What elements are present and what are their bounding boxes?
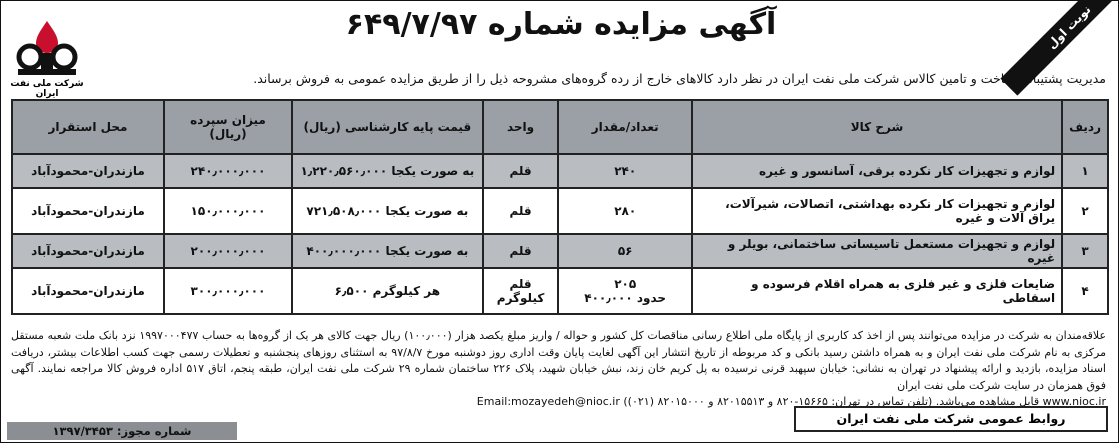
header-location: محل استقرار [12,100,164,154]
item-deposit: ۱۵۰٫۰۰۰٫۰۰۰ [164,188,292,234]
contact-email: Email:mozayedeh@nioc.ir [476,395,620,408]
row-number: ۴ [1062,268,1108,314]
item-unit: قلم [483,234,559,268]
header-deposit: میزان سپرده (ریال) [164,100,292,154]
table-row [12,268,1108,314]
item-base-price: هر کیلوگرم ۶٫۵۰۰ [292,268,483,314]
table-row [12,154,1108,188]
footer-contact-text: www.nioc.ir قابل مشاهده می‌باشد. (تلفن تماس در تهران: ۱۵۶۶۵-۸۲۰ و ۸۲۰۱۵۵۱۳ و ۸۲۰۱۵۰۰۰ (۰۲۱)) [619,395,1106,408]
table-header-row [12,100,1108,154]
item-deposit: ۳۰۰٫۰۰۰٫۰۰۰ [164,268,292,314]
header-unit: واحد [483,100,559,154]
item-base-price: به صورت یکجا ۴۰۰٫۰۰۰٫۰۰۰ [292,234,483,268]
items-table [11,99,1109,315]
item-quantity-weight: حدود ۴۰۰٫۰۰۰ [584,291,667,305]
item-unit-cell [483,268,559,314]
nioc-logo [7,19,87,99]
item-deposit: ۲۰۰٫۰۰۰٫۰۰۰ [164,234,292,268]
item-base-price: به صورت یکجا ۷۲۱٫۵۰۸٫۰۰۰ [292,188,483,234]
row-number: ۳ [1062,234,1108,268]
item-description: لوازم و تجهیزات کار نکرده بهداشتی، اتصالات، شیرآلات، یراق آلات و غیره [692,188,1062,234]
item-unit-weight: کیلوگرم [496,291,545,305]
footer-instructions [11,328,1106,411]
header-quantity: تعداد/مقدار [558,100,691,154]
item-unit: قلم [483,188,559,234]
intro-text: مدیریت پشتیبانی ساخت و تامین کالاس شرکت ملی نفت ایران در نظر دارد کالاهای خارج از رده گروه‌های مشروحه ذیل را از طریق مزایده عمومی به فروش برساند. [253,71,1106,86]
first-issue-ribbon: نوبت اول [1000,0,1119,96]
public-relations-signature: روابط عمومی شرکت ملی نفت ایران [794,406,1108,432]
logo-caption: شرکت ملی نفت ایران [10,79,84,99]
footer-paragraph: علاقه‌مندان به شرکت در مزایده می‌توانند پس از اخذ کد کاربری از پایگاه ملی اطلاع رسانی مناقصات کل کشور و حواله / واریز مبلغ یکصد هزار (۱۰۰٫۰۰۰) ریال جهت کالای هر یک از گروه‌ها به حساب ۱۹۹۷۰۰۰۴۷۷ نزد بانک ملت شعبه مستقل مرکزی به نام شرکت ملی نفت ایران و به همراه داشتن رسید بانکی و کد مربوطه از تاریخ انتشار این آگهی لغایت پایان وقت اداری روز دوشنبه مورخ ۹۷/۸/۷ به استثنای روزهای پنجشنبه و تعطیلات رسمی جهت کسب اطلاعات بیشتر، دریافت اسناد مزایده، بازدید و ارائه پیشنهاد در تهران به نشانی: خیابان سپهبد قرنی نرسیده به پل کریم خان زند، نبش خیابان شهید، پلاک ۲۲۶ ساختمان شماره ۲۹ شرکت ملی نفت ایران، طبقه پنجم، اتاق ۵۱۷ اداره فروش کالا مراجعه نمایند. آگهی فوق همزمان در سایت شرکت ملی نفت ایران [11,329,1107,392]
header-row-number: ردیف [1062,100,1108,154]
row-number: ۱ [1062,154,1108,188]
item-quantity: ۲۴۰ [558,154,691,188]
item-base-price: به صورت یکجا ۱٫۲۲۰٫۵۶۰٫۰۰۰ [292,154,483,188]
item-quantity: ۲۸۰ [558,188,691,234]
item-description: لوازم و تجهیزات کار نکرده برقی، آسانسور و غیره [692,154,1062,188]
row-number: ۲ [1062,188,1108,234]
header-description: شرح کالا [692,100,1062,154]
item-quantity-cell [558,268,691,314]
item-quantity: ۵۶ [558,234,691,268]
license-number: شماره مجوز: ۱۳۹۷/۳۴۵۳ [7,422,237,440]
table-row [12,234,1108,268]
table-row [12,188,1108,234]
item-description: ضایعات فلزی و غیر فلزی به همراه اقلام فرسوده و اسقاطی [692,268,1062,314]
item-unit: قلم [509,277,532,291]
item-location: مازندران-محمودآباد [12,154,164,188]
nioc-emblem-icon [12,19,82,77]
header-base-price: قیمت پایه کارشناسی (ریال) [292,100,483,154]
item-location: مازندران-محمودآباد [12,268,164,314]
item-unit: قلم [483,154,559,188]
item-quantity: ۲۰۵ [614,277,637,291]
item-deposit: ۲۴۰٫۰۰۰٫۰۰۰ [164,154,292,188]
notice-title: آگهی مزایده شماره ۶۴۹/۷/۹۷ [345,7,777,42]
item-location: مازندران-محمودآباد [12,234,164,268]
item-location: مازندران-محمودآباد [12,188,164,234]
item-description: لوازم و تجهیزات مستعمل تاسیساتی ساختمانی، بویلر و غیره [692,234,1062,268]
